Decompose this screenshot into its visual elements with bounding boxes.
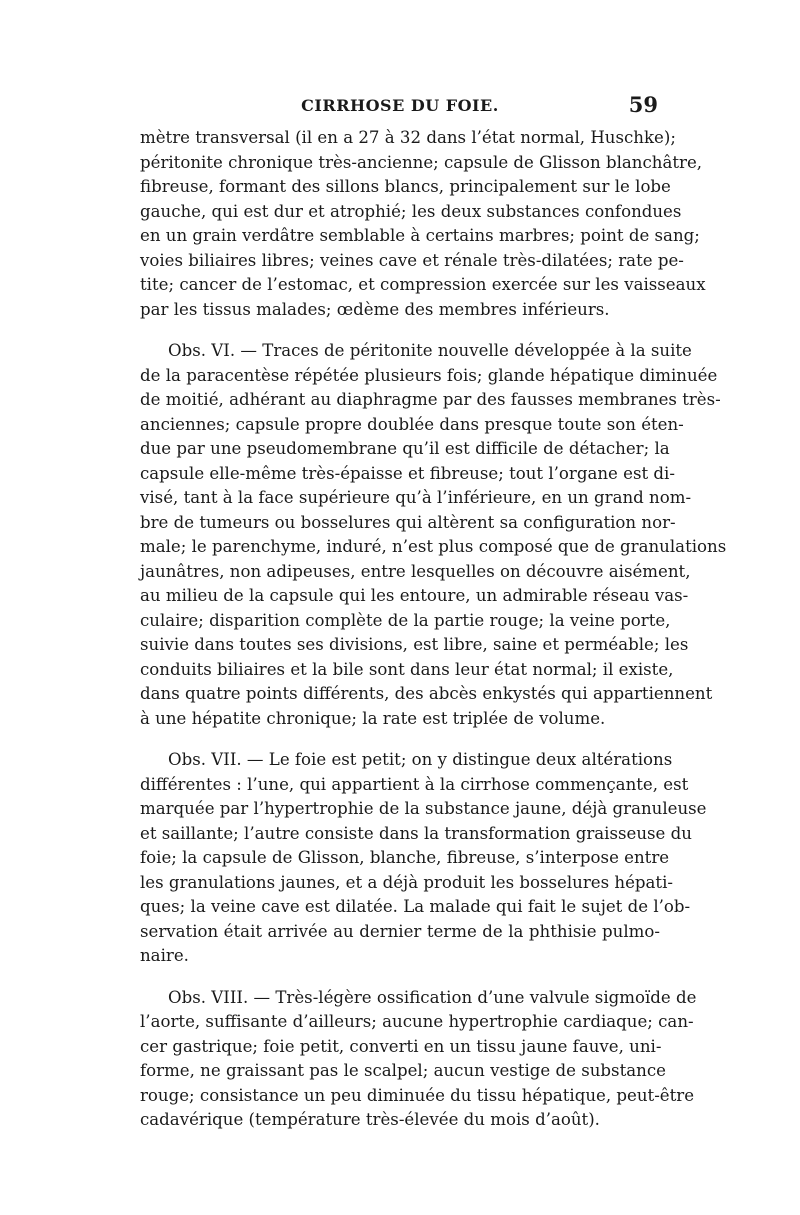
text-line: cadavérique (température très-élevée du mois d’août). xyxy=(140,1110,600,1129)
text-line: différentes : l’une, qui appartient à la cirrhose commençante, est xyxy=(140,774,689,794)
text-line: due par une pseudomembrane qu’il est difficile de détacher; la xyxy=(140,439,670,458)
text-line: culaire; disparition complète de la partie rouge; la veine porte, xyxy=(140,610,671,630)
text-line: ques; la veine cave est dilatée. La malade qui fait le sujet de l’ob- xyxy=(140,897,691,916)
book-page xyxy=(140,92,727,1133)
text-line: gauche, qui est dur et atrophié; les deux substances confondues xyxy=(140,201,682,221)
text-line: forme, ne graissant pas le scalpel; aucun vestige de substance xyxy=(140,1061,666,1080)
text-line: anciennes; capsule propre doublée dans presque toute son éten- xyxy=(140,414,684,434)
paragraph-gap xyxy=(140,322,660,339)
text-line: mètre transversal (il en a 27 à 32 dans l’état normal, Huschke); xyxy=(140,128,676,147)
text-line: servation était arrivée au dernier terme de la phthisie pulmo- xyxy=(140,921,660,941)
body-text xyxy=(140,126,727,1133)
text-line: male; le parenchyme, induré, n’est plus composé que de granulations xyxy=(140,537,727,556)
text-line: conduits biliaires et la bile sont dans leur état normal; il existe, xyxy=(140,659,674,679)
text-line: tite; cancer de l’estomac, et compression exercée sur les vaisseaux xyxy=(140,275,706,294)
text-line: Obs. VII. — Le foie est petit; on y distingue deux altérations xyxy=(168,750,673,769)
text-line: naire. xyxy=(140,946,189,965)
paragraph-2 xyxy=(140,339,727,731)
text-line: de la paracentèse répétée plusieurs fois; glande hépatique diminuée xyxy=(140,365,718,385)
text-line: capsule elle-même très-épaisse et fibreuse; tout l’organe est di- xyxy=(140,463,675,483)
text-line: à une hépatite chronique; la rate est triplée de volume. xyxy=(140,708,606,728)
text-line: par les tissus malades; œdème des membres inférieurs. xyxy=(140,299,610,319)
text-line: de moitié, adhérant au diaphragme par des fausses membranes très- xyxy=(140,390,721,409)
text-line: Obs. VIII. — Très-légère ossification d’une valvule sigmoïde de xyxy=(168,987,697,1007)
text-line: péritonite chronique très-ancienne; capsule de Glisson blanchâtre, xyxy=(140,152,703,172)
text-line: visé, tant à la face supérieure qu’à l’inférieure, en un grand nom- xyxy=(140,488,692,507)
text-line: les granulations jaunes, et a déjà produit les bosselures hépati- xyxy=(140,872,673,892)
text-line: rouge; consistance un peu diminuée du tissu hépatique, peut-être xyxy=(140,1085,695,1105)
text-line: bre de tumeurs ou bosselures qui altèrent sa configuration nor- xyxy=(140,512,676,532)
text-line: foie; la capsule de Glisson, blanche, fibreuse, s’interpose entre xyxy=(140,848,670,867)
running-title: CIRRHOSE DU FOIE. xyxy=(301,96,499,115)
paragraph-1 xyxy=(140,126,706,322)
paragraph-4 xyxy=(140,986,697,1133)
paragraph-gap xyxy=(140,731,660,748)
text-line: l’aorte, suffisante d’ailleurs; aucune hypertrophie cardiaque; can- xyxy=(140,1012,694,1031)
text-line: jaunâtres, non adipeuses, entre lesquelles on découvre aisément, xyxy=(140,561,691,581)
page-header xyxy=(140,92,660,126)
text-line: fibreuse, formant des sillons blancs, principalement sur le lobe xyxy=(140,177,671,196)
text-line: et saillante; l’autre consiste dans la transformation graisseuse du xyxy=(140,823,692,843)
text-line: Obs. VI. — Traces de péritonite nouvelle développée à la suite xyxy=(168,341,692,360)
text-line: en un grain verdâtre semblable à certains marbres; point de sang; xyxy=(140,226,700,245)
page-number: 59 xyxy=(628,92,658,117)
text-line: au milieu de la capsule qui les entoure, un admirable réseau vas- xyxy=(140,586,689,605)
text-line: dans quatre points différents, des abcès enkystés qui appartiennent xyxy=(140,684,713,703)
paragraph-3 xyxy=(140,748,707,969)
text-line: voies biliaires libres; veines cave et rénale très-dilatées; rate pe- xyxy=(140,250,684,270)
text-line: marquée par l’hypertrophie de la substance jaune, déjà granuleuse xyxy=(140,799,707,818)
text-line: cer gastrique; foie petit, converti en un tissu jaune fauve, uni- xyxy=(140,1036,662,1056)
paragraph-gap xyxy=(140,969,660,986)
text-line: suivie dans toutes ses divisions, est libre, saine et perméable; les xyxy=(140,635,689,654)
